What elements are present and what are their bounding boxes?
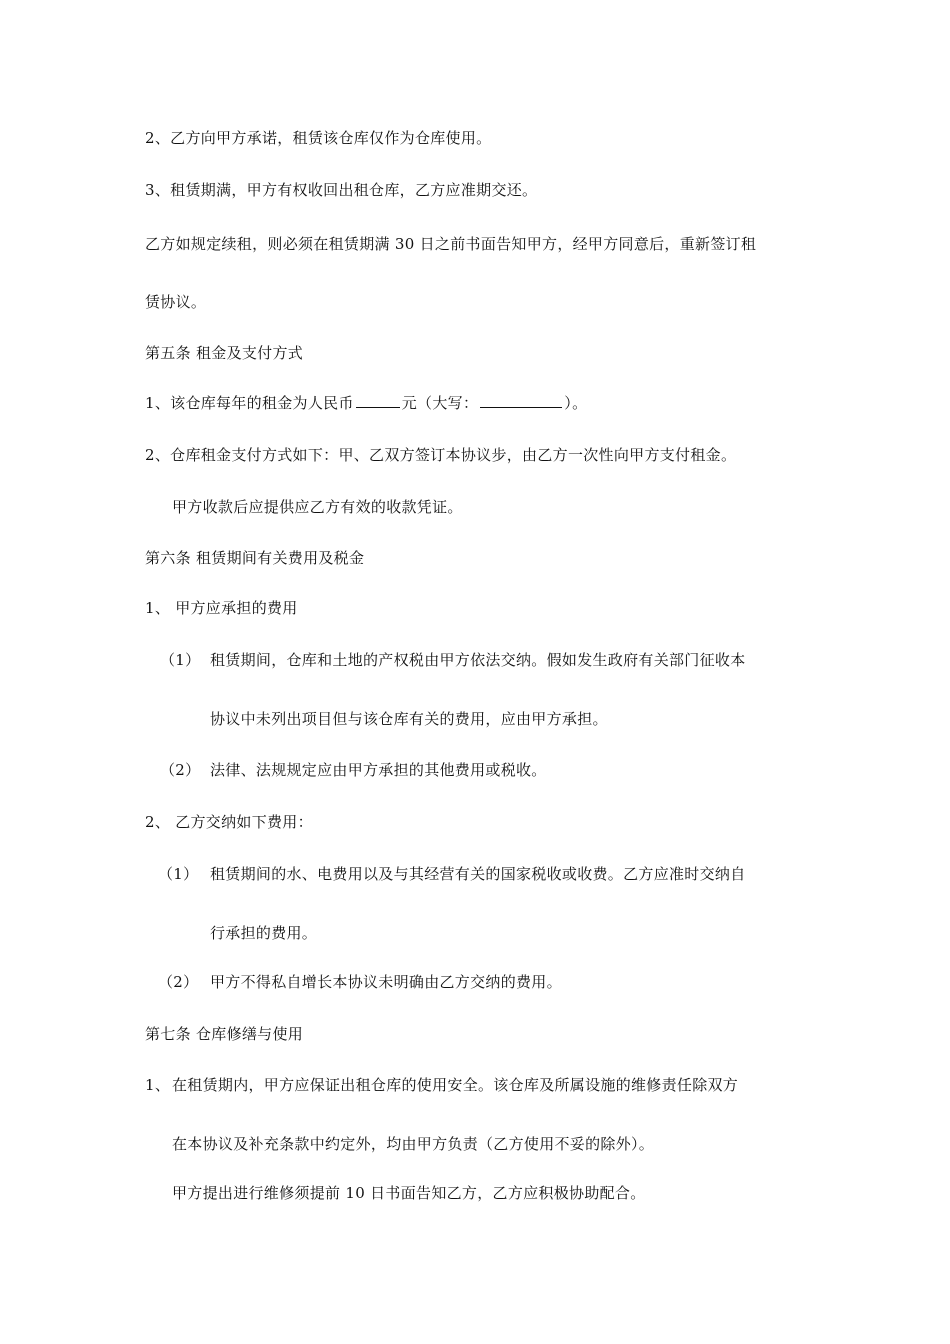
clause-6-heading: 第六条 租赁期间有关费用及税金 [145,549,365,567]
clause-7-heading: 第七条 仓库修缮与使用 [145,1025,304,1043]
rent-amount-suffix: ）。 [564,394,588,412]
clause-6-item-1-sub-1: 租赁期间，仓库和土地的产权税由甲方依法交纳。假如发生政府有关部门征收本 [210,651,746,669]
clause-7-item-1: 在租赁期内，甲方应保证出租仓库的使用安全。该仓库及所属设施的维修责任除双方 [172,1076,739,1094]
clause-6-item-2: 2、 乙方交纳如下费用： [145,813,313,831]
clause-5-item-2-continued: 甲方收款后应提供应乙方有效的收款凭证。 [172,498,463,516]
clause-6-item-2-sub-1: 租赁期间的水、电费用以及与其经营有关的国家税收或收费。乙方应准时交纳自 [210,865,746,883]
clause-4-item-3: 3、租赁期满，甲方有权收回出租仓库，乙方应准期交还。 [145,181,538,199]
clause-5-item-2: 2、仓库租金支付方式如下：甲、乙双方签订本协议步，由乙方一次性向甲方支付租金。 [145,446,737,464]
clause-6-item-2-sub-2-number: （2） [158,973,199,991]
rent-amount-prefix: 1、该仓库每年的租金为人民币 [145,394,354,412]
clause-6-item-2-sub-1-continued: 行承担的费用。 [210,924,318,942]
renewal-paragraph-line-2: 赁协议。 [145,293,207,311]
rent-amount-mid: 元（大写： [401,394,479,412]
clause-6-item-1-sub-2: 法律、法规规定应由甲方承担的其他费用或税收。 [210,761,547,779]
rent-amount-capital-blank [480,393,562,408]
clause-6-item-1: 1、 甲方应承担的费用 [145,599,298,617]
clause-7-item-1-maintenance-notice: 甲方提出进行维修须提前 10 日书面告知乙方，乙方应积极协助配合。 [172,1184,646,1202]
clause-6-item-2-sub-1-number: （1） [158,865,199,883]
renewal-paragraph-line-1: 乙方如规定续租，则必须在租赁期满 30 日之前书面告知甲方，经甲方同意后，重新签订租 [145,235,757,253]
clause-7-item-1-continued: 在本协议及补充条款中约定外，均由甲方负责（乙方使用不妥的除外）。 [172,1135,655,1153]
clause-6-item-1-sub-1-continued: 协议中未列出项目但与该仓库有关的费用，应由甲方承担。 [210,710,608,728]
clause-5-heading: 第五条 租金及支付方式 [145,344,304,362]
clause-6-item-1-sub-2-number: （2） [160,761,201,779]
rent-amount-blank [356,393,400,408]
clause-7-item-1-number: 1、 [145,1076,171,1094]
clause-5-item-1 [145,393,587,413]
clause-4-item-2: 2、乙方向甲方承诺，租赁该仓库仅作为仓库使用。 [145,129,492,147]
clause-6-item-1-sub-1-number: （1） [160,651,201,669]
clause-6-item-2-sub-2: 甲方不得私自增长本协议未明确由乙方交纳的费用。 [210,973,562,991]
